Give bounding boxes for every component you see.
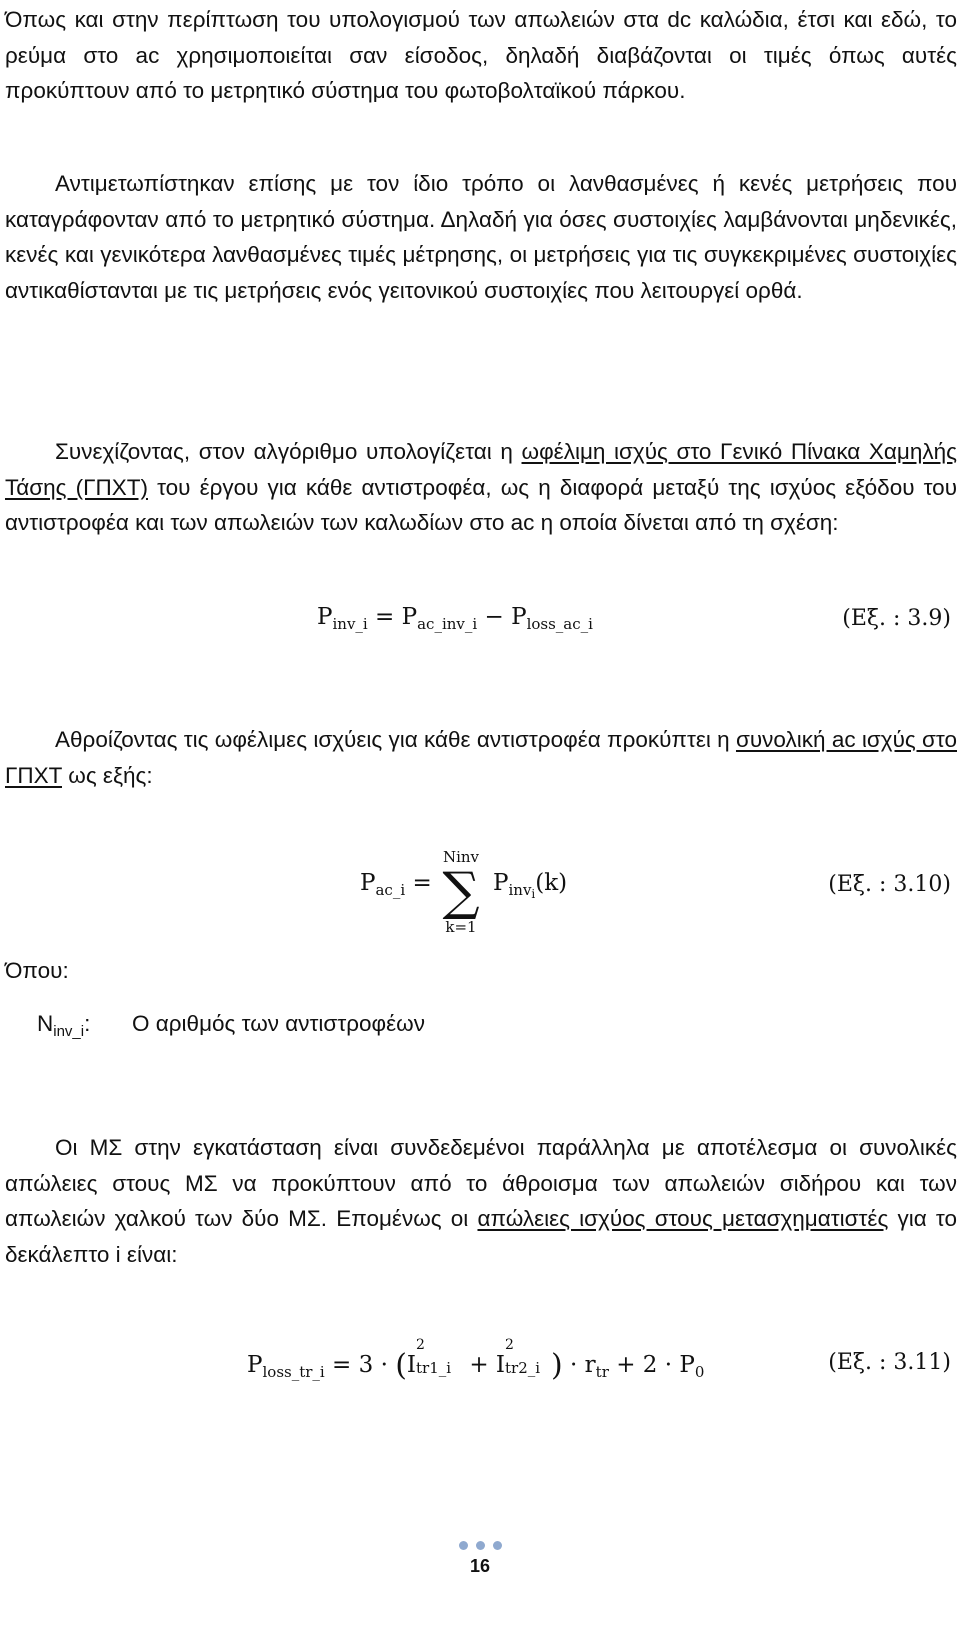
eq-symbol: r [584, 1352, 596, 1378]
paragraph-text: Συνεχίζοντας, στον αλγόριθμο υπολογίζεται η [55, 439, 522, 464]
equation-number: (Εξ. : 3.9) [842, 606, 951, 631]
page-number: 16 [469, 1556, 491, 1576]
eq-paren: ( [395, 1348, 407, 1383]
dot-icon [493, 1541, 502, 1550]
paragraph-text: Αθροίζοντας τις ωφέλιμες ισχύεις για κάθε αντιστροφέα προκύπτει η [55, 727, 736, 752]
equation-3-11 [247, 1337, 705, 1383]
footer-dots [0, 1537, 960, 1555]
summation-sign [433, 848, 489, 936]
paragraph-text: του έργου για κάθε αντιστροφέα, ως η διαφορά μεταξύ της ισχύος εξόδου του αντιστροφέα και των απωλειών των καλωδίων στο ac η οποία δίνεται από τη σχέση: [5, 474, 958, 535]
paragraph-useful-power [5, 434, 957, 541]
eq-argument: (k) [535, 870, 568, 896]
eq-symbol: I [495, 1352, 506, 1378]
definition-colon: : [84, 1011, 91, 1036]
eq-operator: = [412, 870, 432, 896]
dot-icon [476, 1541, 485, 1550]
eq-subscript: tr [595, 1363, 609, 1381]
eq-subscript: inv_i [332, 615, 368, 633]
eq-operator: · [570, 1352, 578, 1378]
eq-superscript: 2 [416, 1337, 425, 1353]
eq-symbol: P [247, 1352, 263, 1378]
paragraph-text: Αντιμετωπίστηκαν επίσης με τον ίδιο τρόπο οι λανθασμένες ή κενές μετρήσεις που καταγράφονταν από το μετρητικό σύστημα. Δηλαδή για όσες συστοιχίες λαμβάνονται μηδενικές, κενές και γενικότερα λανθασμένες τιμές μέτρησης, οι μετρήσεις για τις συγκεκριμένες συστοιχίες αντικαθίστανται με τις μετρήσεις ενός γειτονικού συστοιχίες που λειτουργεί ορθά. [5, 171, 957, 303]
eq-operator: · [664, 1352, 673, 1378]
eq-paren: ) [551, 1348, 563, 1383]
eq-symbol: P [317, 604, 333, 630]
eq-symbol: P [401, 604, 418, 630]
eq-operator: = [332, 1352, 352, 1378]
underlined-term: ωφέλιμη ισχύς στο Γενικό Πίνακα Χαμηλής Τάσης (ΓΠΧΤ) [5, 439, 958, 500]
definition-symbol: N [37, 1011, 54, 1036]
eq-operator: · [380, 1352, 388, 1378]
eq-operator: + [616, 1352, 636, 1378]
paragraph-faulty-measurements [5, 166, 957, 308]
paragraph-transformers [5, 1130, 957, 1272]
eq-subsubscript: i [531, 887, 536, 901]
eq-operator: + [469, 1352, 489, 1378]
paragraph-text: Όπως και στην περίπτωση του υπολογισμού των απωλειών στα dc καλώδια, έτσι και εδώ, το ρεύμα στο ac χρησιμοποιείται σαν είσοδος, δηλαδή διαβάζονται οι τιμές όπως αυτές προκύπτουν από το μετρητικό σύστημα του φωτοβολταϊκού πάρκου. [5, 7, 957, 103]
definition-row [37, 1011, 90, 1040]
eq-coefficient: 2 [642, 1352, 658, 1378]
eq-coefficient: 3 [358, 1352, 374, 1378]
eq-subscript: tr2_i [505, 1359, 541, 1377]
paragraph-text: Οι ΜΣ στην εγκατάσταση είναι συνδεδεμένοι παράλληλα με αποτέλεσμα οι συνολικές απώλειες στους ΜΣ να προκύπτουν από το άθροισμα των απωλειών σιδήρου και των απωλειών χαλκού των δύο ΜΣ. Επομένως οι [5, 1135, 957, 1231]
definition-subscript: inv_i [53, 1023, 85, 1040]
sum-lower-limit: k=1 [445, 918, 477, 936]
eq-subscript: 0 [694, 1363, 705, 1381]
eq-superscript: 2 [505, 1337, 514, 1353]
sigma-icon: ∑ [442, 862, 480, 922]
paragraph-total-ac-power [5, 722, 957, 793]
paragraph-text: ως εξής: [62, 762, 153, 788]
where-label: Όπου: [5, 958, 69, 983]
equation-3-10-term [493, 870, 567, 901]
eq-symbol: P [679, 1352, 695, 1378]
eq-subscript: loss_ac_i [526, 615, 593, 633]
equation-number: (Εξ. : 3.10) [828, 872, 951, 897]
eq-subscript: loss_tr_i [262, 1363, 325, 1381]
equation-3-10-lhs [360, 870, 432, 899]
paragraph-text: για το δεκάλεπτο i είναι: [5, 1206, 957, 1267]
equation-number: (Εξ. : 3.11) [828, 1350, 951, 1375]
dot-icon [459, 1541, 468, 1550]
eq-subscript: inv [508, 881, 532, 899]
eq-symbol: I [406, 1352, 417, 1378]
eq-subscript: ac_inv_i [417, 615, 478, 633]
definition-text: Ο αριθμός των αντιστροφέων [132, 1011, 425, 1036]
sum-upper-limit: Ninv [442, 848, 480, 866]
eq-symbol: P [493, 870, 509, 896]
equation-3-9 [317, 604, 593, 633]
eq-symbol: P [360, 870, 376, 896]
underlined-term: συνολική ac ισχύς στο ΓΠΧΤ [5, 727, 957, 788]
eq-symbol: P [511, 604, 527, 630]
eq-subscript: tr1_i [416, 1359, 452, 1377]
paragraph-dc-input [5, 2, 957, 109]
underlined-term: απώλειες ισχύος στους μετασχηματιστές [477, 1206, 889, 1231]
eq-subscript: ac_i [375, 881, 406, 899]
eq-operator: = [375, 604, 395, 630]
eq-operator: − [484, 604, 504, 630]
